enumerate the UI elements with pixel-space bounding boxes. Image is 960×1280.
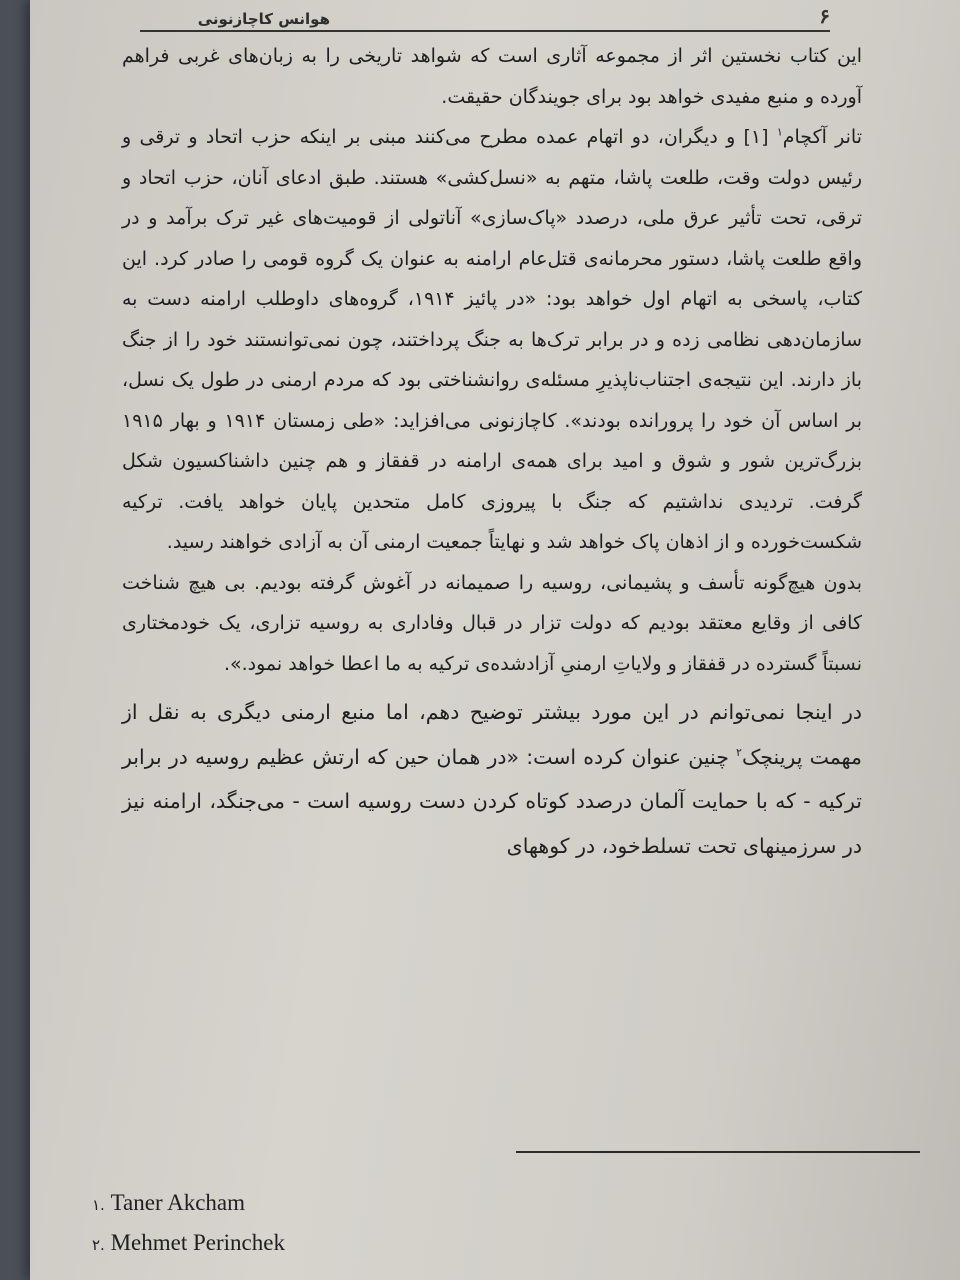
running-title: هوانس کاچازنونی (197, 10, 330, 28)
paragraph-4-lead: در اینجا نمی‌توانم در این مورد بیشتر توضیح دهم، اما منبع ارمنی دیگری به نقل از مهمت پرینچک (122, 700, 862, 769)
paragraph-2 (122, 117, 862, 563)
footnote-2-number: ۲. (92, 1236, 105, 1254)
paragraph-4-rest: چنین عنوان کرده است: «در همان حین که ارتش عظیم روسیه در برابر ترکیه - که با حمایت آلمان درصدد کوتاه کردن دست روسیه است - می‌جنگد، ارامنه نیز در سرزمینهای تحت تسلط‌خود، در کوههای (122, 744, 862, 858)
book-page (30, 0, 960, 1280)
paragraph-2-rest: [۱] و دیگران، دو اتهام عمده مطرح می‌کنند مبنی بر اینکه حزب اتحاد و ترقی و رئیس دولت وقت، طلعت پاشا، متهم به «نسل‌کشی» هستند. طبق ادعای آنان، حزب اتحاد و ترقی، تحت تأثیر عرق ملی، درصدد «پاک‌سازی» آناتولی از قومیت‌های غیر ترک برآمد و در واقع طلعت پاشا، دستور محرمانه‌ی قتل‌عام ارامنه به عنوان یک گروه قومی را صادر کرد. این کتاب، پاسخی به اتهام اول خواهد بود: «در پائیز ۱۹۱۴، گروه‌های داوطلب ارامنه دست به سازمان‌دهی نظامی زده و در برابر ترک‌ها به جنگ پرداختند، چون نمی‌توانستند خود را از جنگ باز دارند. این نتیجه‌ی اجتناب‌ناپذیرِ مسئله‌ی روانشناختی بود که مردم ارمنی در طول یک نسل، بر اساس آن خود را پرورانده بودند». کاچازنونی می‌افزاید: «طی زمستان ۱۹۱۴ و بهار ۱۹۱۵ بزرگ‌ترین شور و شوق و امید برای همه‌ی ارامنه در قفقاز و هم چنین داشناکسیون شکل گرفت. تردیدی نداشتیم که جنگ با پیروزی کامل متحدین پایان خواهد یافت. ترکیه شکست‌خورده و از اذهان پاک خواهد شد و نهایتاً جمعیت ارمنی آن به آزادی خواهند رسید. (122, 126, 863, 553)
footnotes (92, 1184, 285, 1264)
footnote-marker-1[interactable]: ۱ (776, 125, 783, 139)
paragraph-3-quote: بدون هیچ‌گونه تأسف و پشیمانی، روسیه را صمیمانه در آغوش گرفته بودیم. بی هیچ شناخت کافی از وقایع معتقد بودیم که دولت تزار در قبال وفاداری به روسیه تزاری، یک خودمختاری نسبتاً گسترده در قفقاز و ولایاتِ ارمنیِ آزادشده‌ی ترکیه به ما اعطا خواهد نمود.». (122, 571, 862, 675)
footnote-1 (92, 1184, 285, 1224)
header-divider (140, 30, 830, 32)
paragraph-2-lead: تانر آکچام (782, 126, 863, 148)
paragraph-1: این کتاب نخستین اثر از مجموعه آثاری است که شواهد تاریخی را به زبان‌های غربی فراهم آورده و منبع مفیدی خواهد بود برای جویندگان حقیقت. (122, 45, 862, 108)
footnote-divider (516, 1151, 920, 1153)
page-header (150, 2, 830, 32)
footnote-1-number: ۱. (92, 1196, 105, 1214)
page-number: ۶ (819, 4, 830, 28)
footnote-marker-2[interactable]: ۲ (736, 745, 742, 759)
paragraph-4 (122, 690, 862, 868)
main-text (122, 36, 862, 868)
footnote-2 (92, 1224, 285, 1264)
footnote-2-text: Mehmet Perinchek (104, 1230, 285, 1255)
footnote-1-text: Taner Akcham (104, 1190, 245, 1215)
